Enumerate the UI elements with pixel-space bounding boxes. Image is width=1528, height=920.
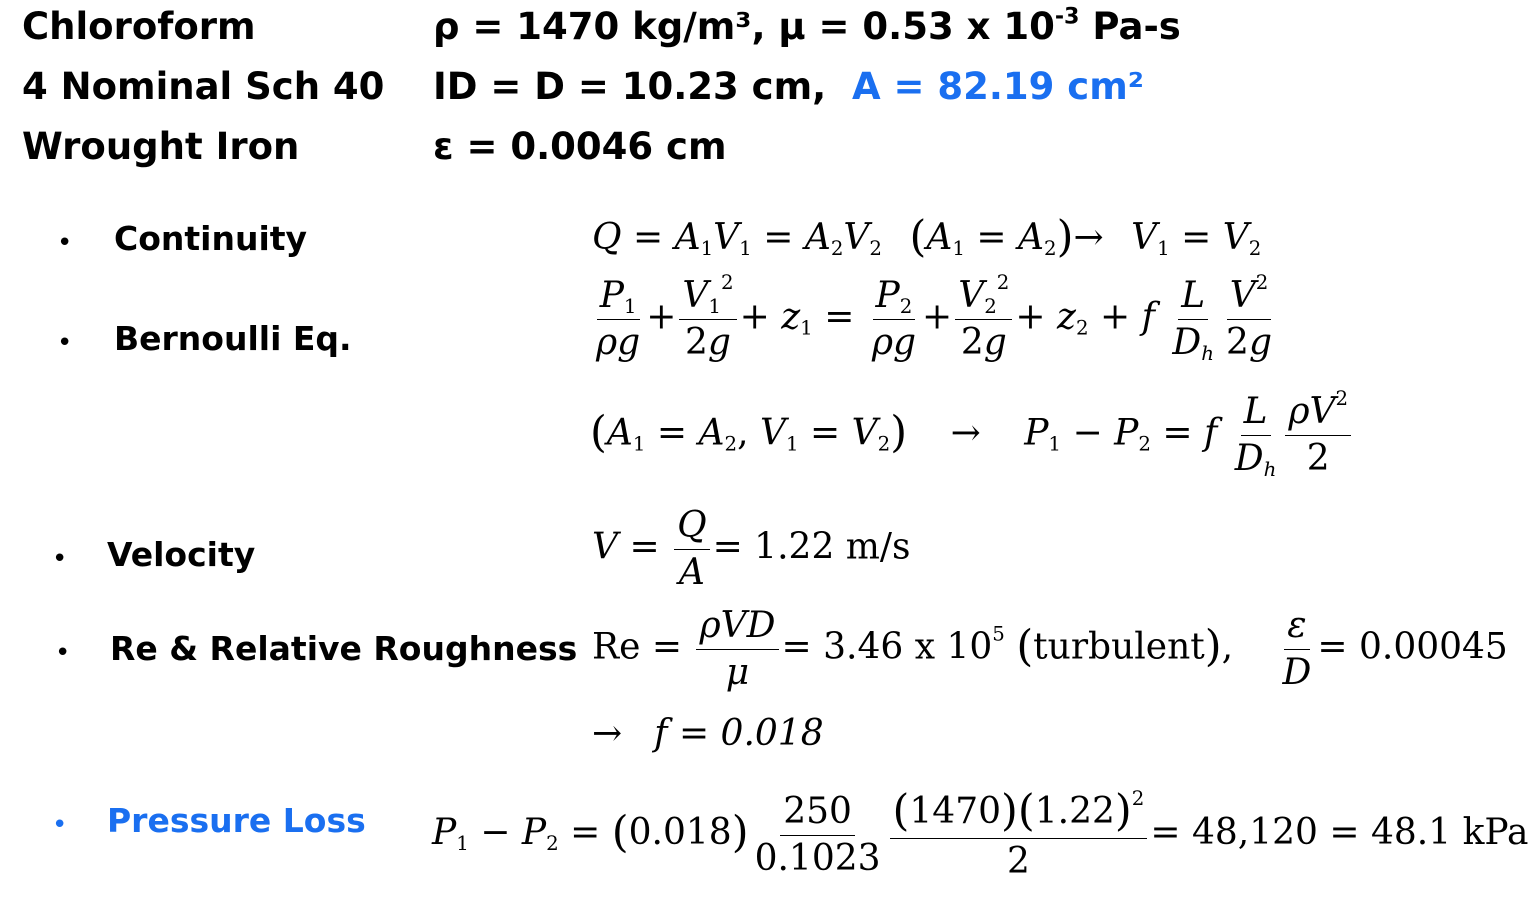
relative-roughness-result: = 0.00045 bbox=[1317, 626, 1508, 668]
velocity-equation: V = $\frac{Q}{A}$ = 1.22 m/s bbox=[592, 505, 911, 593]
pl-density: 1470 bbox=[909, 790, 1002, 832]
pressure-loss-result: = 48,120 = 48.1 kPa bbox=[1150, 812, 1528, 854]
bullet-marker: • bbox=[52, 544, 68, 574]
velocity-label: Velocity bbox=[107, 535, 256, 574]
pl-velocity: 1.22 bbox=[1034, 790, 1115, 832]
pipe-area: A = 82.19 cm² bbox=[851, 65, 1144, 108]
pipe-dimensions bbox=[433, 65, 1144, 108]
friction-factor-equation: → f = 0.018 bbox=[592, 713, 824, 754]
fluid-props-exponent: -3 bbox=[1054, 3, 1080, 30]
fluid-props-unit: Pa-s bbox=[1079, 5, 1181, 48]
bernoulli-equation: $\frac{P_1}{\rho g}$ + $\frac{V_1^2}{2g}$ + $z_1$ = $\frac{P_2}{\rho g}$ + $\frac{V_2^2}{2g}$ + $z_2 + f$ $\frac{L}{D_h}$ $\frac{V^2}{2g}$ bbox=[596, 271, 1272, 365]
continuity-equation: $Q = A_1V_1 = A_2V_2$ $(A_1 = A_2)\to V_1 = V_2$ bbox=[592, 212, 1262, 262]
pl-friction-factor: 0.018 bbox=[628, 812, 732, 854]
simplified-bernoulli-equation: ($A_1 = A_2$, $V_1 = V_2) \to P_1 - P_2 = f$ $\frac{L}{D_h}$ $\frac{\rho V^2}{2}$ bbox=[590, 394, 1354, 477]
reynolds-result: = 3.46 x 10 bbox=[781, 626, 993, 668]
pressure-loss-label: Pressure Loss bbox=[107, 801, 366, 840]
bullet-marker: • bbox=[57, 228, 73, 258]
velocity-result: = 1.22 m/s bbox=[712, 526, 911, 568]
reynolds-equation: Re = $\frac{\text{ρVD}}{\mu}$ = 3.46 x $10^5$ (turbulent), $\frac{\varepsilon}{D}$ = 0.00045 bbox=[592, 605, 1508, 693]
bernoulli-label: Bernoulli Eq. bbox=[114, 319, 352, 358]
pl-two: 2 bbox=[1006, 841, 1030, 883]
pipe-name: 4 Nominal Sch 40 bbox=[22, 65, 385, 108]
pl-length: 250 bbox=[780, 794, 855, 836]
bullet-marker: • bbox=[52, 810, 68, 840]
bullet-marker: • bbox=[55, 638, 71, 668]
flow-regime: turbulent bbox=[1033, 626, 1205, 668]
friction-factor-result: f = 0.018 bbox=[654, 713, 824, 754]
fluid-properties bbox=[433, 3, 1181, 48]
pipe-id: ID = D = 10.23 cm, bbox=[433, 65, 827, 108]
fluid-props-text: ρ = 1470 kg/m³, μ = 0.53 x 10 bbox=[433, 5, 1055, 48]
fluid-name: Chloroform bbox=[22, 5, 256, 48]
pressure-loss-equation: $P_1 - P_2 = (0.018)$ $\frac{250}{0.1023}$ $\frac{(1470)(1.22)^2}{2}$ = 48,120 = 48.1 kPa bbox=[432, 786, 1528, 883]
bullet-marker: • bbox=[57, 328, 73, 358]
material-name: Wrought Iron bbox=[22, 125, 300, 168]
continuity-label: Continuity bbox=[114, 219, 308, 258]
pl-diameter: 0.1023 bbox=[754, 837, 881, 879]
reynolds-label: Re & Relative Roughness bbox=[110, 629, 578, 668]
roughness-value: ε = 0.0046 cm bbox=[433, 125, 727, 168]
reynolds-exponent: 5 bbox=[992, 622, 1005, 646]
